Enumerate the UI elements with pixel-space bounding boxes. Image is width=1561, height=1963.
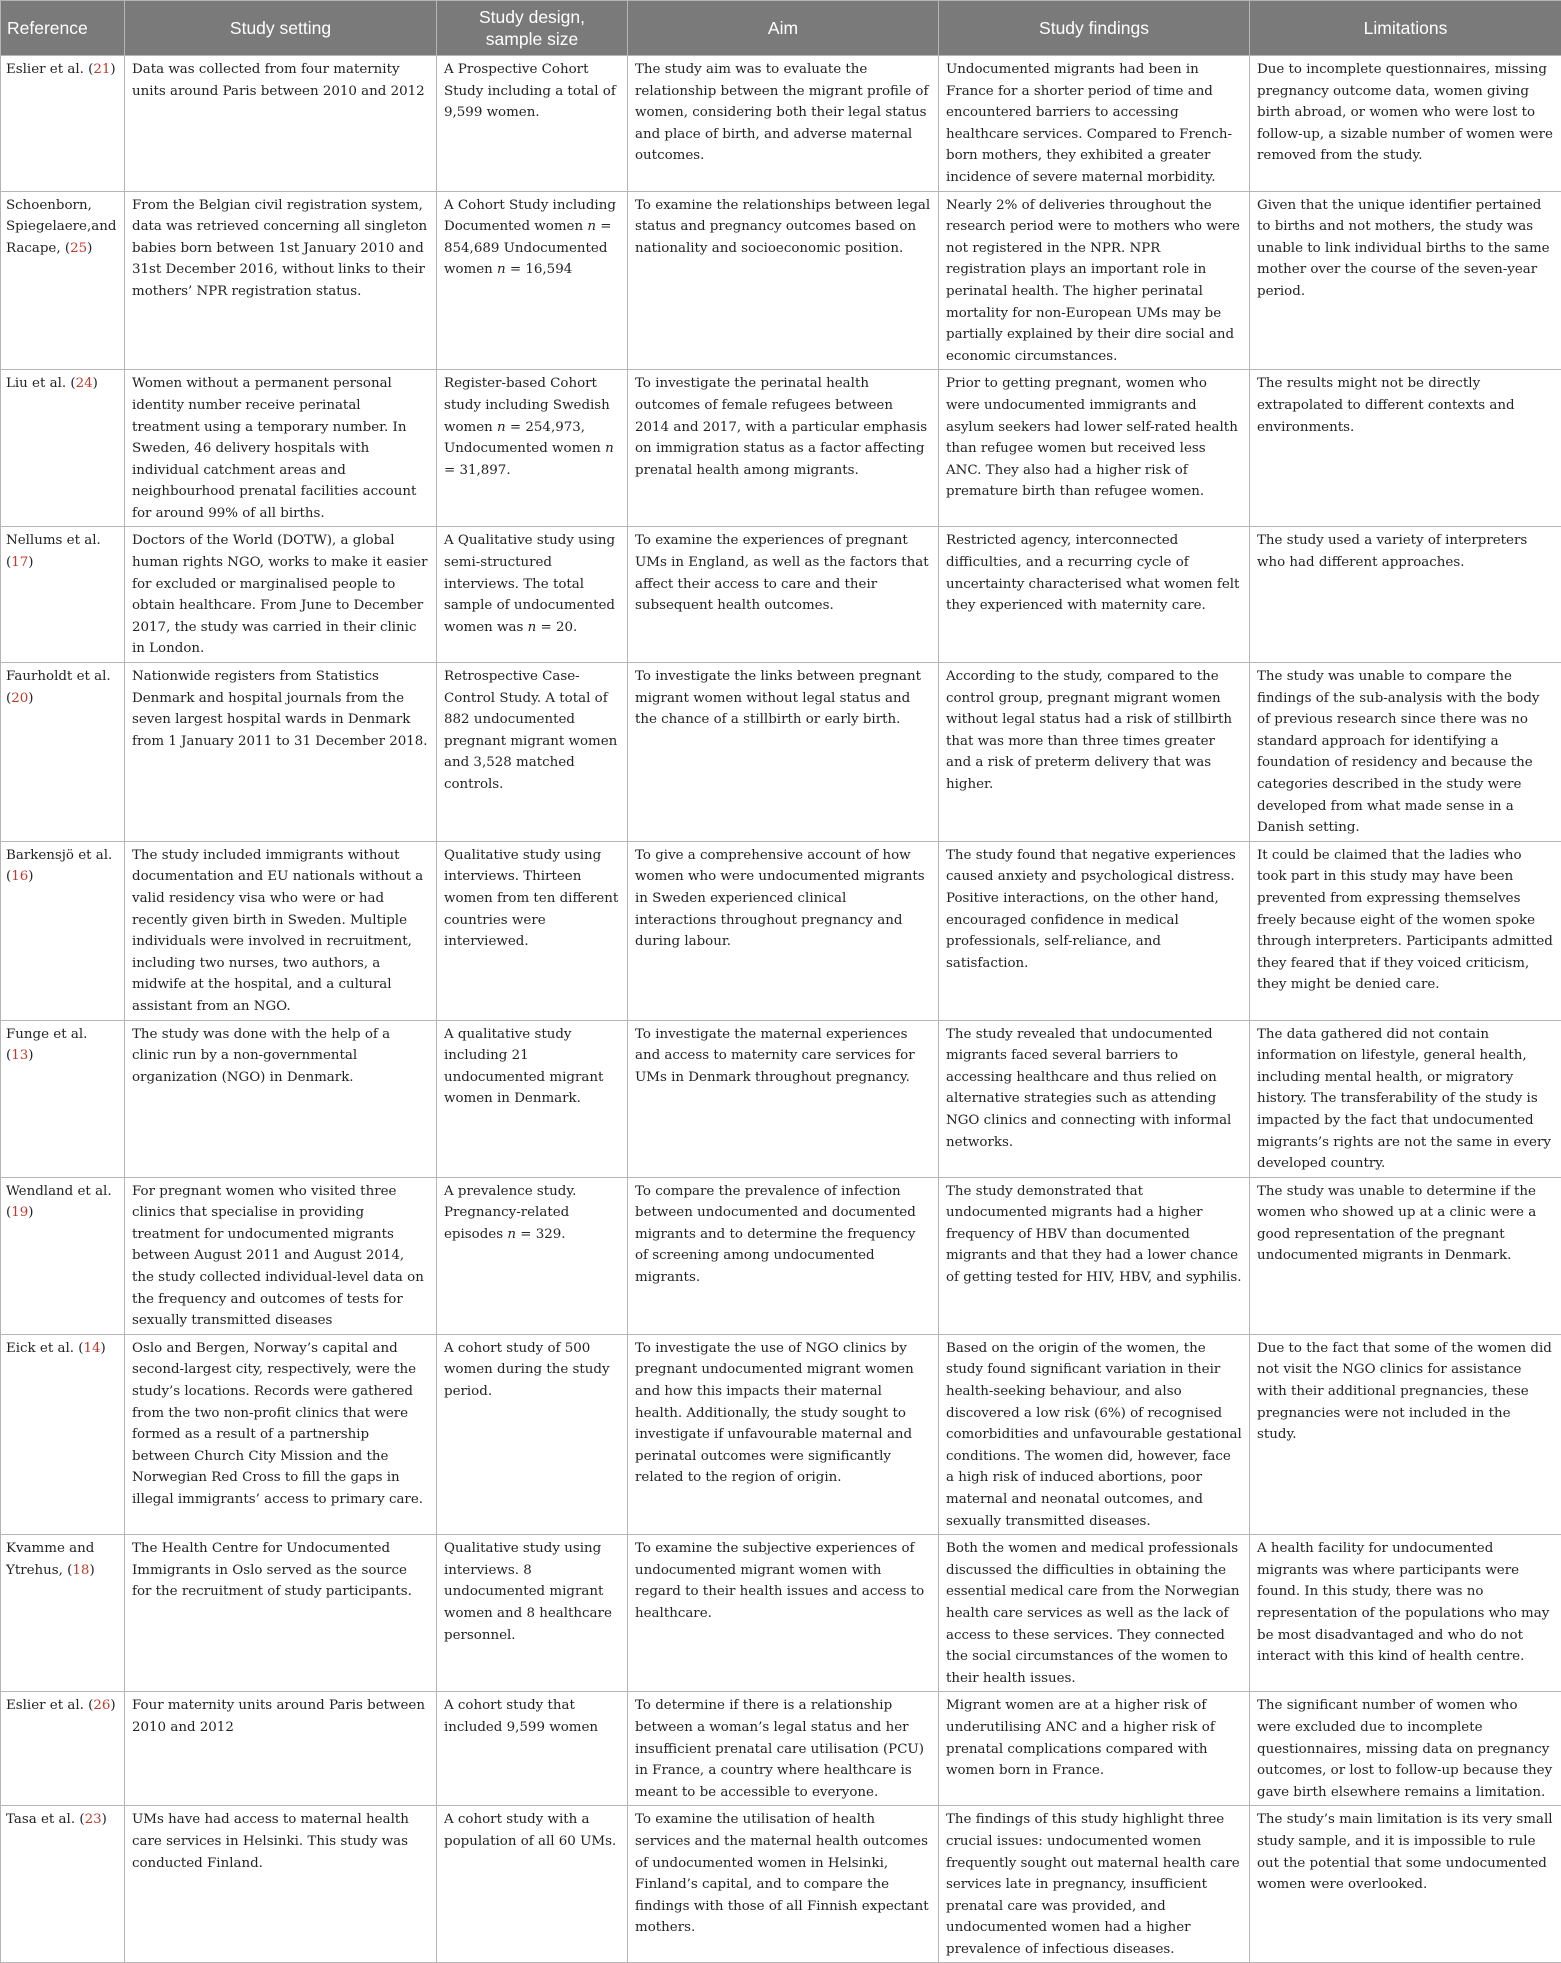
cell-study-design: A Cohort Study including Documented women n = 854,689 Undocumented women n = 16,594 bbox=[437, 191, 628, 370]
citation-link[interactable]: 20 bbox=[11, 691, 28, 706]
table-row bbox=[1, 1806, 1561, 1963]
cell-study-findings: Undocumented migrants had been in France for a shorter period of time and encountered barriers to accessing healthcare services. Compared to French-born mothers, they exhibited a greater incidence of severe maternal morbidity. bbox=[939, 56, 1250, 192]
reference-close: ) bbox=[101, 1341, 106, 1356]
cell-limitations: The data gathered did not contain information on lifestyle, general health, including mental health, or migratory history. The transferability of the study is impacted by the fact that undocumented migrants’s rights are not the same in every developed country. bbox=[1250, 1020, 1561, 1177]
reference-text: Eick et al. ( bbox=[6, 1341, 84, 1356]
header-row bbox=[1, 1, 1561, 56]
cell-limitations: The results might not be directly extrapolated to different contexts and environments. bbox=[1250, 370, 1561, 527]
cell-study-setting: The study was done with the help of a clinic run by a non-governmental organization (NGO) in Denmark. bbox=[125, 1020, 437, 1177]
citation-link[interactable]: 18 bbox=[72, 1563, 89, 1578]
reference-close: ) bbox=[93, 376, 98, 391]
cell-study-design: Qualitative study using interviews. Thirteen women from ten different countries were interviewed. bbox=[437, 841, 628, 1020]
reference-text: Barkensjö et al. ( bbox=[6, 848, 112, 885]
cell-study-setting: The Health Centre for Undocumented Immigrants in Oslo served as the source for the recruitment of study participants. bbox=[125, 1535, 437, 1692]
cell-aim: To investigate the maternal experiences and access to maternity care services for UMs in Denmark throughout pregnancy. bbox=[628, 1020, 939, 1177]
cell-study-design: A cohort study that included 9,599 women bbox=[437, 1692, 628, 1806]
reference-close: ) bbox=[28, 555, 33, 570]
cell-limitations: The study used a variety of interpreters who had different approaches. bbox=[1250, 527, 1561, 663]
cell-aim: To investigate the perinatal health outcomes of female refugees between 2014 and 2017, with a particular emphasis on immigration status as a factor affecting prenatal health among migrants. bbox=[628, 370, 939, 527]
reference-text: Eslier et al. ( bbox=[6, 62, 93, 77]
cell-limitations: The study’s main limitation is its very small study sample, and it is impossible to rule out the potential that some undocumented women were overlooked. bbox=[1250, 1806, 1561, 1963]
cell-limitations: It could be claimed that the ladies who took part in this study may have been prevented from expressing themselves freely because eight of the women spoke through interpreters. Participants admitted they feared that if they voiced criticism, they might be denied care. bbox=[1250, 841, 1561, 1020]
citation-link[interactable]: 23 bbox=[85, 1812, 102, 1827]
cell-aim: To examine the experiences of pregnant UMs in England, as well as the factors that affect their access to care and their subsequent health outcomes. bbox=[628, 527, 939, 663]
reference-text: Nellums et al. ( bbox=[6, 533, 101, 570]
reference-close: ) bbox=[28, 691, 33, 706]
cell-study-findings: Restricted agency, interconnected difficulties, and a recurring cycle of uncertainty characterised what women felt they experienced with maternity care. bbox=[939, 527, 1250, 663]
table-row bbox=[1, 663, 1561, 842]
cell-reference bbox=[1, 1020, 125, 1177]
header-study-design bbox=[437, 1, 628, 56]
citation-link[interactable]: 25 bbox=[70, 241, 87, 256]
cell-study-design: Qualitative study using interviews. 8 undocumented migrant women and 8 healthcare personnel. bbox=[437, 1535, 628, 1692]
cell-study-findings: The study found that negative experiences caused anxiety and psychological distress. Positive interactions, on the other hand, encouraged confidence in medical professionals, self-reliance, and satisfaction. bbox=[939, 841, 1250, 1020]
reference-close: ) bbox=[89, 1563, 94, 1578]
cell-study-findings: Nearly 2% of deliveries throughout the research period were to mothers who were not registered in the NPR. NPR registration plays an important role in perinatal health. The higher perinatal mortality for non-European UMs may be partially explained by their dire social and economic circumstances. bbox=[939, 191, 1250, 370]
reference-text: Kvamme and Ytrehus, ( bbox=[6, 1541, 94, 1578]
cell-study-findings: The study revealed that undocumented migrants faced several barriers to accessing healthcare and thus relied on alternative strategies such as attending NGO clinics and connecting with informal networks. bbox=[939, 1020, 1250, 1177]
header-limitations: Limitations bbox=[1250, 1, 1561, 56]
cell-aim: To investigate the links between pregnant migrant women without legal status and the chance of a stillbirth or early birth. bbox=[628, 663, 939, 842]
citation-link[interactable]: 17 bbox=[11, 555, 28, 570]
reference-close: ) bbox=[28, 1048, 33, 1063]
reference-close: ) bbox=[28, 1205, 33, 1220]
cell-aim: To give a comprehensive account of how women who were undocumented migrants in Sweden experienced clinical interactions throughout pregnancy and during labour. bbox=[628, 841, 939, 1020]
reference-close: ) bbox=[28, 869, 33, 884]
cell-study-design: A cohort study with a population of all 60 UMs. bbox=[437, 1806, 628, 1963]
cell-study-setting: Four maternity units around Paris between 2010 and 2012 bbox=[125, 1692, 437, 1806]
reference-close: ) bbox=[110, 1698, 115, 1713]
table-row bbox=[1, 1334, 1561, 1534]
cell-study-design: A qualitative study including 21 undocumented migrant women in Denmark. bbox=[437, 1020, 628, 1177]
cell-reference bbox=[1, 56, 125, 192]
cell-study-design: A Prospective Cohort Study including a total of 9,599 women. bbox=[437, 56, 628, 192]
cell-study-setting: Nationwide registers from Statistics Denmark and hospital journals from the seven largest hospital wards in Denmark from 1 January 2011 to 31 December 2018. bbox=[125, 663, 437, 842]
cell-study-setting: Data was collected from four maternity units around Paris between 2010 and 2012 bbox=[125, 56, 437, 192]
cell-study-setting: From the Belgian civil registration system, data was retrieved concerning all singleton babies born between 1st January 2010 and 31st December 2016, without links to their mothers’ NPR registration status. bbox=[125, 191, 437, 370]
cell-study-findings: Based on the origin of the women, the study found significant variation in their health-seeking behaviour, and also discovered a low risk (6%) of recognised comorbidities and unfavourable gestational conditions. The women did, however, face a high risk of induced abortions, poor maternal and neonatal outcomes, and sexually transmitted diseases. bbox=[939, 1334, 1250, 1534]
cell-study-setting: For pregnant women who visited three clinics that specialise in providing treatment for undocumented migrants between August 2011 and August 2014, the study collected individual-level data on the frequency and outcomes of tests for sexually transmitted diseases bbox=[125, 1177, 437, 1334]
cell-aim: To examine the relationships between legal status and pregnancy outcomes based on nationality and socioeconomic position. bbox=[628, 191, 939, 370]
cell-study-design: Register-based Cohort study including Swedish women n = 254,973, Undocumented women n = 31,897. bbox=[437, 370, 628, 527]
cell-study-findings: The findings of this study highlight three crucial issues: undocumented women frequently sought out maternal health care services late in pregnancy, insufficient prenatal care was provided, and undocumented women had a higher prevalence of infectious diseases. bbox=[939, 1806, 1250, 1963]
cell-study-setting: UMs have had access to maternal health care services in Helsinki. This study was conducted Finland. bbox=[125, 1806, 437, 1963]
cell-reference bbox=[1, 841, 125, 1020]
cell-aim: To determine if there is a relationship between a woman’s legal status and her insufficient prenatal care utilisation (PCU) in France, a country where healthcare is meant to be accessible to everyone. bbox=[628, 1692, 939, 1806]
cell-reference bbox=[1, 1806, 125, 1963]
cell-limitations: Due to the fact that some of the women did not visit the NGO clinics for assistance with their additional pregnancies, these pregnancies were not included in the study. bbox=[1250, 1334, 1561, 1534]
header-study-design-line-2: sample size bbox=[443, 28, 621, 50]
citation-link[interactable]: 24 bbox=[76, 376, 93, 391]
cell-study-setting: Doctors of the World (DOTW), a global human rights NGO, works to make it easier for excluded or marginalised people to obtain healthcare. From June to December 2017, the study was carried in their clinic in London. bbox=[125, 527, 437, 663]
cell-limitations: The significant number of women who were excluded due to incomplete questionnaires, missing data on pregnancy outcomes, or lost to follow-up because they gave birth elsewhere remains a limitation. bbox=[1250, 1692, 1561, 1806]
cell-study-setting: Oslo and Bergen, Norway’s capital and second-largest city, respectively, were the study’s locations. Records were gathered from the two non-profit clinics that were formed as a result of a partnership between Church City Mission and the Norwegian Red Cross to fill the gaps in illegal immigrants’ access to primary care. bbox=[125, 1334, 437, 1534]
reference-close: ) bbox=[110, 62, 115, 77]
table-row bbox=[1, 1535, 1561, 1692]
cell-aim: To compare the prevalence of infection between undocumented and documented migrants and to determine the frequency of screening among undocumented migrants. bbox=[628, 1177, 939, 1334]
cell-aim: The study aim was to evaluate the relationship between the migrant profile of women, considering both their legal status and place of birth, and adverse maternal outcomes. bbox=[628, 56, 939, 192]
cell-reference bbox=[1, 527, 125, 663]
header-study-findings: Study findings bbox=[939, 1, 1250, 56]
reference-text: Faurholdt et al. ( bbox=[6, 669, 111, 706]
cell-reference bbox=[1, 370, 125, 527]
cell-study-design: A Qualitative study using semi-structured interviews. The total sample of undocumented women was n = 20. bbox=[437, 527, 628, 663]
reference-text: Wendland et al. ( bbox=[6, 1184, 112, 1221]
header-reference: Reference bbox=[1, 1, 125, 56]
header-aim: Aim bbox=[628, 1, 939, 56]
reference-text: Schoenborn, Spiegelaere,and Racape, ( bbox=[6, 198, 116, 256]
cell-study-findings: Both the women and medical professionals discussed the difficulties in obtaining the essential medical care from the Norwegian health care services as well as the lack of access to these services. They connected the social circumstances of the women to their health issues. bbox=[939, 1535, 1250, 1692]
reference-close: ) bbox=[87, 241, 92, 256]
cell-limitations: The study was unable to determine if the women who showed up at a clinic were a good representation of the pregnant undocumented migrants in Denmark. bbox=[1250, 1177, 1561, 1334]
cell-study-findings: According to the study, compared to the control group, pregnant migrant women without legal status had a risk of stillbirth that was more than three times greater and a risk of preterm delivery that was higher. bbox=[939, 663, 1250, 842]
citation-link[interactable]: 16 bbox=[11, 869, 28, 884]
reference-text: Liu et al. ( bbox=[6, 376, 76, 391]
reference-text: Funge et al. ( bbox=[6, 1027, 87, 1064]
table-row bbox=[1, 841, 1561, 1020]
table-row bbox=[1, 1020, 1561, 1177]
cell-aim: To examine the utilisation of health services and the maternal health outcomes of undocumented women in Helsinki, Finland’s capital, and to compare the findings with those of all Finnish expectant mothers. bbox=[628, 1806, 939, 1963]
cell-study-findings: Migrant women are at a higher risk of underutilising ANC and a higher risk of prenatal complications compared with women born in France. bbox=[939, 1692, 1250, 1806]
cell-limitations: A health facility for undocumented migrants was where participants were found. In this study, there was no representation of the populations who may be most disadvantaged and who do not interact with this kind of health centre. bbox=[1250, 1535, 1561, 1692]
cell-limitations: Given that the unique identifier pertained to births and not mothers, the study was unable to link individual births to the same mother over the course of the seven-year period. bbox=[1250, 191, 1561, 370]
reference-close: ) bbox=[102, 1812, 107, 1827]
cell-study-setting: The study included immigrants without documentation and EU nationals without a valid residency visa who were or had recently given birth in Sweden. Multiple individuals were involved in recruitment, including two nurses, two authors, a midwife at the hospital, and a cultural assistant from an NGO. bbox=[125, 841, 437, 1020]
cell-aim: To examine the subjective experiences of undocumented migrant women with regard to their health issues and access to healthcare. bbox=[628, 1535, 939, 1692]
cell-study-findings: Prior to getting pregnant, women who were undocumented immigrants and asylum seekers had lower self-rated health than refugee women but received less ANC. They also had a higher risk of premature birth than refugee women. bbox=[939, 370, 1250, 527]
cell-reference bbox=[1, 663, 125, 842]
cell-study-design: A cohort study of 500 women during the study period. bbox=[437, 1334, 628, 1534]
cell-reference bbox=[1, 191, 125, 370]
citation-link[interactable]: 21 bbox=[93, 62, 110, 77]
cell-limitations: The study was unable to compare the findings of the sub-analysis with the body of previous research since there was no standard approach for identifying a foundation of residency and because the categories described in the study were developed from what made sense in a Danish setting. bbox=[1250, 663, 1561, 842]
cell-study-design: Retrospective Case-Control Study. A total of 882 undocumented pregnant migrant women and 3,528 matched controls. bbox=[437, 663, 628, 842]
table-row bbox=[1, 1177, 1561, 1334]
cell-reference bbox=[1, 1177, 125, 1334]
citation-link[interactable]: 14 bbox=[84, 1341, 101, 1356]
table-row bbox=[1, 56, 1561, 192]
cell-reference bbox=[1, 1334, 125, 1534]
reference-text: Tasa et al. ( bbox=[6, 1812, 85, 1827]
reference-text: Eslier et al. ( bbox=[6, 1698, 93, 1713]
cell-limitations: Due to incomplete questionnaires, missing pregnancy outcome data, women giving birth abroad, or women who were lost to follow-up, a sizable number of women were removed from the study. bbox=[1250, 56, 1561, 192]
header-study-setting: Study setting bbox=[125, 1, 437, 56]
table-row bbox=[1, 370, 1561, 527]
table-row bbox=[1, 527, 1561, 663]
citation-link[interactable]: 26 bbox=[93, 1698, 110, 1713]
cell-aim: To investigate the use of NGO clinics by pregnant undocumented migrant women and how this impacts their maternal health. Additionally, the study sought to investigate if unfavourable maternal and perinatal outcomes were significantly related to the region of origin. bbox=[628, 1334, 939, 1534]
cell-study-findings: The study demonstrated that undocumented migrants had a higher frequency of HBV than documented migrants and that they had a lower chance of getting tested for HIV, HBV, and syphilis. bbox=[939, 1177, 1250, 1334]
citation-link[interactable]: 13 bbox=[11, 1048, 28, 1063]
cell-reference bbox=[1, 1535, 125, 1692]
cell-study-design: A prevalence study. Pregnancy-related episodes n = 329. bbox=[437, 1177, 628, 1334]
table-row bbox=[1, 191, 1561, 370]
cell-study-setting: Women without a permanent personal identity number receive perinatal treatment using a temporary number. In Sweden, 46 delivery hospitals with individual catchment areas and neighbourhood prenatal facilities account for around 99% of all births. bbox=[125, 370, 437, 527]
citation-link[interactable]: 19 bbox=[11, 1205, 28, 1220]
header-study-design-line-1: Study design, bbox=[443, 6, 621, 28]
